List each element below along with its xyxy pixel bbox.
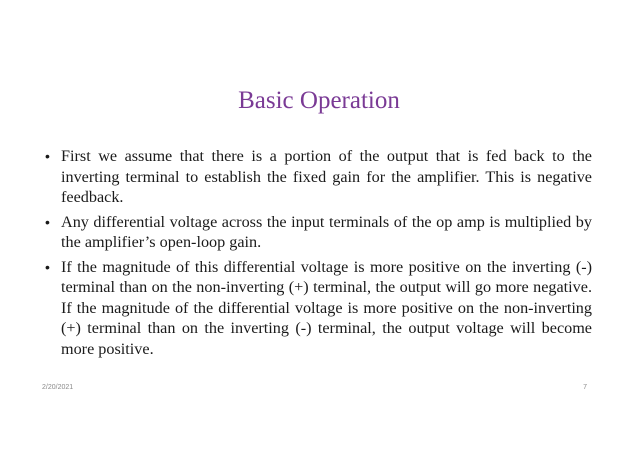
bullet-text: First we assume that there is a portion of the output that is fed back to the inverting terminal to establish the fixed gain for the amplifier. This is negative feedback.: [61, 147, 592, 206]
bullet-text: If the magnitude of this differential voltage is more positive on the inverting (-) terminal than on the non-inverting (+) terminal, the output will go more negative. If the magnitude of the differential voltage is more positive on the non-inverting (+) terminal than on the inverting (-) terminal, the output voltage will become more positive.: [61, 257, 592, 358]
footer-date: 2/20/2021: [42, 384, 74, 391]
bullet-list: [42, 146, 592, 363]
page-number: 7: [583, 384, 587, 391]
bullet-item: [42, 146, 592, 208]
bullet-dot-icon: •: [45, 148, 50, 164]
bullet-item: [42, 257, 592, 360]
slide-title: Basic Operation: [238, 87, 400, 114]
bullet-item: [42, 212, 592, 253]
bullet-dot-icon: •: [45, 258, 50, 275]
bullet-dot-icon: •: [45, 213, 50, 230]
bullet-text: Any differential voltage across the input terminals of the op amp is multiplied by the amplifier’s open-loop gain.: [61, 212, 592, 251]
